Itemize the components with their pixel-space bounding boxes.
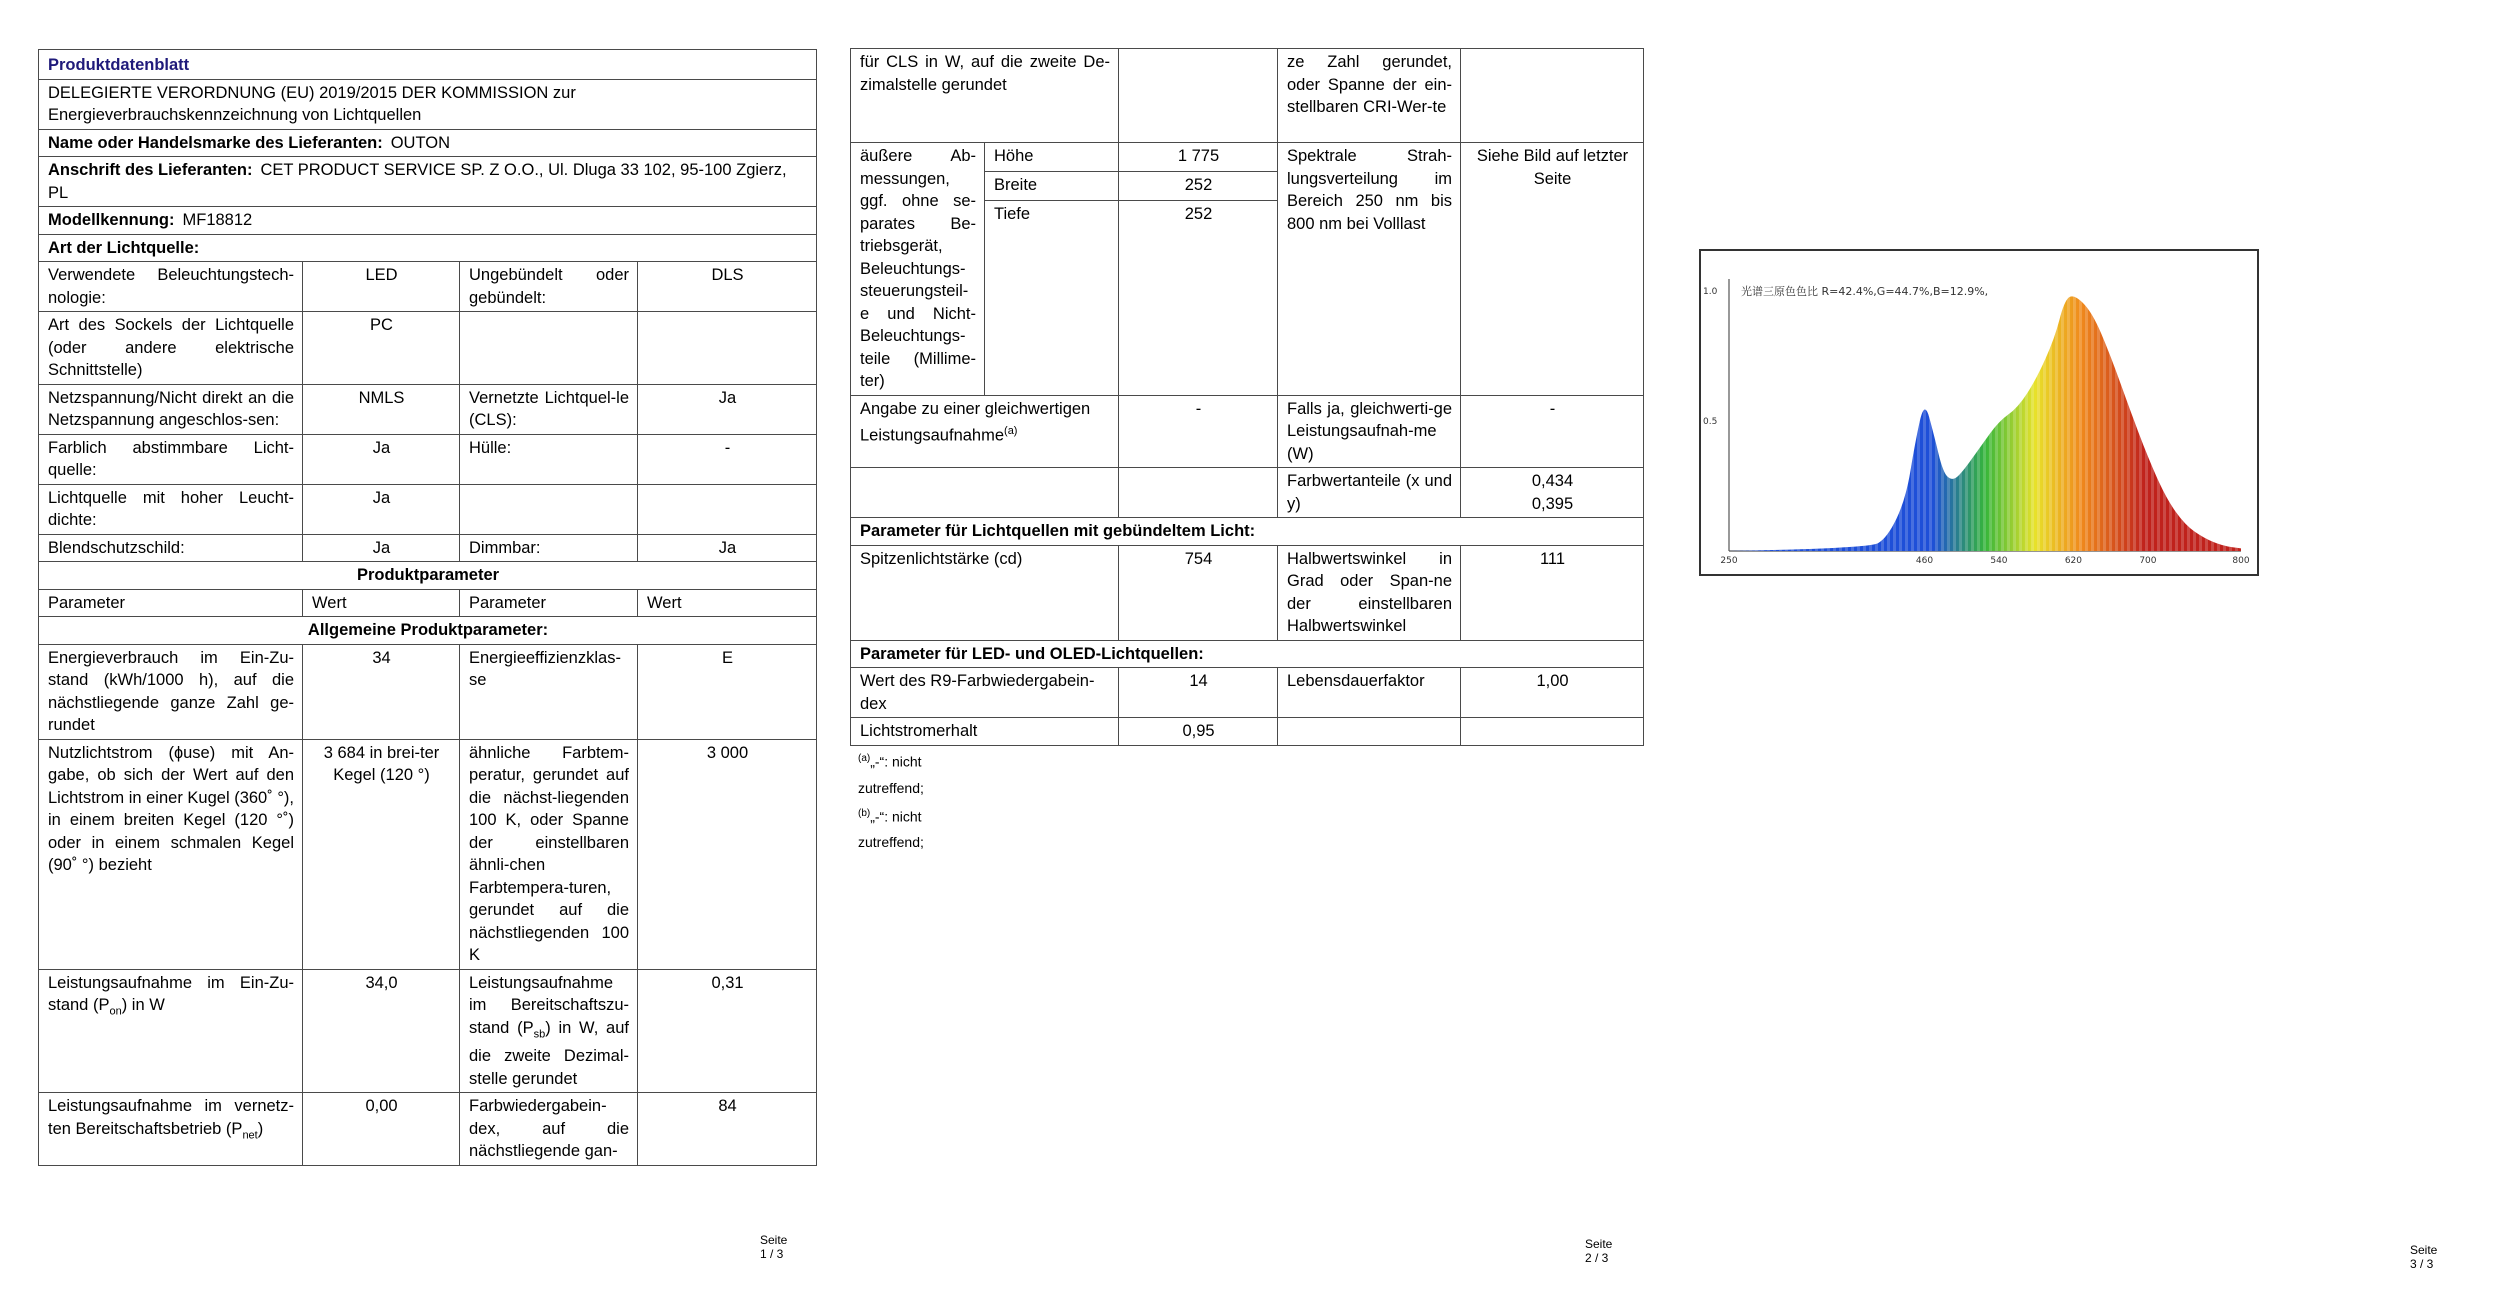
dls-header: Parameter für Lichtquellen mit gebündeltem Licht: (851, 518, 1644, 546)
x-tick-label: 700 (2139, 556, 2157, 566)
footnotes (858, 746, 924, 855)
footnote-b: $^{(b)}$„-“: nicht zutreffend; (858, 807, 924, 851)
supplier-address-row (39, 157, 817, 207)
col-header-parameter: Parameter (460, 589, 638, 617)
survival-label: Lebensdauerfaktor (1278, 668, 1461, 718)
col-header-value: Wert (638, 589, 817, 617)
table-row (851, 718, 1644, 746)
bundled-label: Ungebündelt oder gebündelt: (460, 262, 638, 312)
table-row (39, 534, 817, 562)
width-value: 252 (1119, 171, 1278, 200)
spectrum-area (1729, 296, 2241, 551)
antiglare-value: Ja (303, 534, 460, 562)
regulation-text (39, 79, 817, 129)
x-tick-label: 460 (1915, 556, 1934, 566)
led-header: Parameter für LED- und OLED-Lichtquellen: (851, 640, 1644, 668)
mains-value: NMLS (303, 384, 460, 434)
height-label: Höhe (985, 143, 1119, 172)
model-row (39, 207, 817, 235)
high-luminance-label: Lichtquelle mit hoher Leucht-dichte: (39, 484, 303, 534)
footnote-a: $^{(a)}$„-“: nicht zutreffend; (858, 753, 924, 796)
empty-cell (1278, 718, 1461, 746)
light-source-type-label: Art der Lichtquelle: (39, 234, 817, 262)
empty-cell (1119, 468, 1278, 518)
table-row (39, 384, 817, 434)
equiv-power-value: - (1461, 395, 1644, 468)
table-row (39, 484, 817, 534)
chromaticity-label: Farbwertanteile (x und y) (1278, 468, 1461, 518)
cls-label: Vernetzte Lichtquel-le (CLS): (460, 384, 638, 434)
regulation-line-1: DELEGIERTE VERORDNUNG (EU) 2019/2015 DER KOMMISSION zur (48, 83, 576, 102)
general-params-header-row (39, 617, 817, 645)
net-standby-value: 0,00 (303, 1093, 460, 1166)
table-row (39, 312, 817, 385)
x-tick-label: 540 (1990, 556, 2008, 566)
antiglare-label: Blendschutzschild: (39, 534, 303, 562)
energy-class-value: E (638, 644, 817, 739)
mains-label: Netzspannung/Nicht direkt an die Netzspannung angeschlos-sen: (39, 384, 303, 434)
product-sheet-table-1 (38, 49, 817, 1166)
net-standby-label: Leistungsaufnahme im vernetz-ten Bereitschaftsbetrieb $(P_{net})$ (39, 1093, 303, 1166)
table-row (39, 969, 817, 1093)
table-row (39, 644, 817, 739)
high-luminance-value: Ja (303, 484, 460, 534)
lumen-maint-label: Lichtstromerhalt (851, 718, 1119, 746)
spectral-label: Spektrale Strah-lungsverteilung im Bereich 250 nm bis 800 nm bei Volllast (1278, 143, 1461, 396)
product-sheet-table-2 (850, 48, 1644, 746)
spectral-value: Siehe Bild auf letzter Seite (1461, 143, 1644, 396)
dimmable-value: Ja (638, 534, 817, 562)
color-tunable-label: Farblich abstimmbare Licht-quelle: (39, 434, 303, 484)
product-params-header: Produktparameter (39, 562, 817, 590)
depth-label: Tiefe (985, 200, 1119, 395)
light-source-type-row (39, 234, 817, 262)
r9-value: 14 (1119, 668, 1278, 718)
spectrum-plot (1701, 251, 2257, 574)
lumen-maint-value: 0,95 (1119, 718, 1278, 746)
spectrum-stripes (1729, 296, 2241, 551)
socket-label: Art des Sockels der Lichtquelle (oder andere elektrische Schnittstelle) (39, 312, 303, 385)
equiv-claim-value: - (1119, 395, 1278, 468)
on-power-value: 34,0 (303, 969, 460, 1093)
y-tick-label: 1.0 (1703, 287, 1718, 297)
standby-power-value: 0,31 (638, 969, 817, 1093)
cri-label-continued: ze Zahl gerundet, oder Spanne der ein-stellbaren CRI-Wer-te (1278, 49, 1461, 143)
title-row (39, 50, 817, 80)
x-tick-label: 620 (2064, 556, 2083, 566)
chromaticity-y: 0,395 (1531, 494, 1574, 513)
page-number: Seite 1 / 3 (760, 1233, 788, 1261)
lighting-tech-label: Verwendete Beleuchtungstech-nologie: (39, 262, 303, 312)
peak-intensity-value: 754 (1119, 545, 1278, 640)
chromaticity-x: 0,434 (1531, 472, 1574, 490)
table-row (39, 434, 817, 484)
model-label: Modellkennung: (48, 211, 175, 229)
envelope-value: - (638, 434, 817, 484)
table-row (39, 739, 817, 969)
table-row (851, 395, 1644, 468)
cct-value: 3 000 (638, 739, 817, 969)
on-power-label: Leistungsaufnahme im Ein-Zu-stand $(P_{on})$ in W (39, 969, 303, 1093)
page-number: Seite 3 / 3 (2410, 1243, 2438, 1271)
spectrum-caption: 光谱三原色色比 R=42.4%,G=44.7%,B=12.9%, (1741, 285, 1989, 298)
y-tick-label: 0.5 (1703, 417, 1718, 427)
dimensions-label: äußere Ab-messungen, ggf. ohne se-parates Be-triebsgerät, Beleuchtungs-steuerungsteil-e und Nicht-Beleuchtungs-teile (Millime-ter) (851, 143, 985, 396)
empty-cell (638, 312, 817, 385)
lighting-tech-value: LED (303, 262, 460, 312)
energy-consumption-value: 34 (303, 644, 460, 739)
table-row (851, 545, 1644, 640)
supplier-address-label: Anschrift des Lieferanten: (48, 161, 253, 179)
envelope-label: Hülle: (460, 434, 638, 484)
net-standby-label-continued: für CLS in W, auf die zweite De-zimalstelle gerundet (851, 49, 1119, 143)
equiv-claim-label: Angabe zu einer gleichwertigen Leistungsaufnahme$^{(a)}$ (851, 395, 1119, 468)
energy-class-label: Energieeffizienzklas-se (460, 644, 638, 739)
cls-value: Ja (638, 384, 817, 434)
x-tick-label: 800 (2232, 556, 2250, 566)
bundled-value: DLS (638, 262, 817, 312)
empty-cell (1461, 49, 1644, 143)
energy-consumption-label: Energieverbrauch im Ein-Zu-stand (kWh/1000 h), auf die nächstliegende ganze Zahl ge-rundet (39, 644, 303, 739)
color-tunable-value: Ja (303, 434, 460, 484)
table-row (851, 49, 1644, 143)
column-header-row (39, 589, 817, 617)
empty-cell (851, 468, 1119, 518)
x-tick-label: 250 (1720, 556, 1738, 566)
beam-angle-value: 111 (1461, 545, 1644, 640)
width-label: Breite (985, 171, 1119, 200)
empty-cell (460, 484, 638, 534)
cri-value: 84 (638, 1093, 817, 1166)
page-number: Seite 2 / 3 (1585, 1237, 1613, 1265)
page-title: Produktdatenblatt (39, 50, 817, 80)
height-value: 1 775 (1119, 143, 1278, 172)
empty-cell (1119, 49, 1278, 143)
table-row (39, 262, 817, 312)
table-row (39, 1093, 817, 1166)
model-value: MF18812 (182, 211, 253, 229)
beam-angle-label: Halbwertswinkel in Grad oder Span-ne der einstellbaren Halbwertswinkel (1278, 545, 1461, 640)
product-params-header-row (39, 562, 817, 590)
supplier-address-value: CET PRODUCT SERVICE SP. Z O.O., Ul. Dluga 33 102, 95-100 Zgierz, PL (48, 161, 787, 202)
r9-label: Wert des R9-Farbwiedergabein-dex (851, 668, 1119, 718)
regulation-row (39, 79, 817, 129)
standby-power-label: Leistungsaufnahme im Bereitschaftszu-stand $(P_{sb})$ in W, auf die zweite Dezimal-stelle gerundet (460, 969, 638, 1093)
cct-label: ähnliche Farbtem-peratur, gerundet auf die nächst-liegenden 100 K, oder Spanne der einstellbaren ähnli-chen Farbtempera-turen, gerundet auf die nächstliegenden 100 K (460, 739, 638, 969)
table-row (851, 468, 1644, 518)
useful-flux-label: Nutzlichtstrom (ɸuse) mit An-gabe, ob sich der Wert auf den Lichtstrom in einer Kugel (360˚ °), in einem breiten Kegel (120 °˚) oder in einem schmalen Kegel (90˚ °) bezieht (39, 739, 303, 969)
spectrum-chart (1699, 249, 2259, 576)
survival-value: 1,00 (1461, 668, 1644, 718)
supplier-name-row (39, 129, 817, 157)
useful-flux-value: 3 684 in brei-ter Kegel (120 °) (303, 739, 460, 969)
regulation-line-2: Energieverbrauchskennzeichnung von Lichtquellen (48, 106, 422, 124)
table-row (851, 668, 1644, 718)
table-row (851, 143, 1644, 172)
supplier-name-value: OUTON (390, 133, 450, 152)
led-header-row (851, 640, 1644, 668)
col-header-parameter: Parameter (39, 589, 303, 617)
dimmable-label: Dimmbar: (460, 534, 638, 562)
equiv-power-label: Falls ja, gleichwerti-ge Leistungsaufnah-me (W) (1278, 395, 1461, 468)
supplier-name-label: Name oder Handelsmarke des Lieferanten: (48, 133, 383, 152)
depth-value: 252 (1119, 200, 1278, 395)
empty-cell (1461, 718, 1644, 746)
chromaticity-value (1461, 468, 1644, 518)
peak-intensity-label: Spitzenlichtstärke (cd) (851, 545, 1119, 640)
dls-header-row (851, 518, 1644, 546)
empty-cell (460, 312, 638, 385)
empty-cell (638, 484, 817, 534)
col-header-value: Wert (303, 589, 460, 617)
cri-label: Farbwiedergabein-dex, auf die nächstliegende gan- (460, 1093, 638, 1166)
general-params-header: Allgemeine Produktparameter: (39, 617, 817, 645)
socket-value: PC (303, 312, 460, 385)
